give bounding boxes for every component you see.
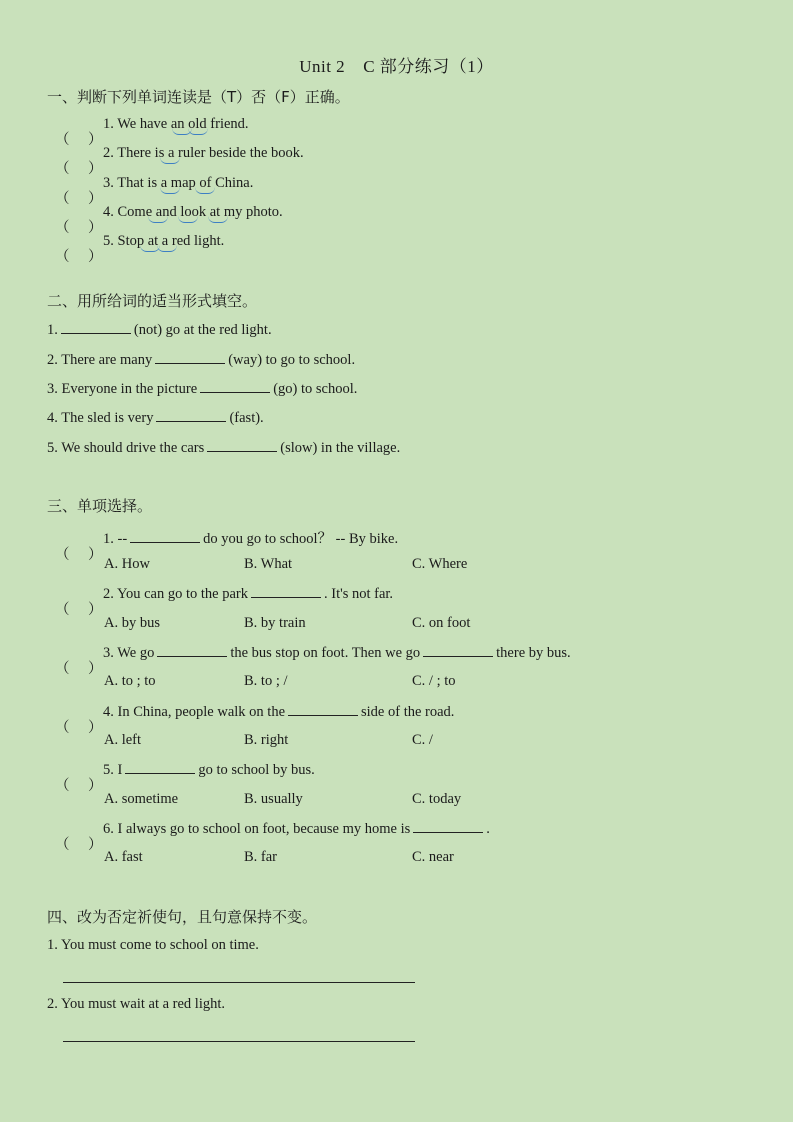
option-a[interactable]: A. by bus: [104, 615, 160, 631]
liaison-arc: [157, 245, 177, 252]
liaison-arc: [195, 187, 215, 194]
s1-item-text: 2. There is a ruler beside the book.: [103, 145, 304, 161]
liaison-arc: [160, 187, 180, 194]
s3-question-1: （ ） 1. -- do you go to school？ -- By bike.: [55, 531, 399, 563]
s1-item-text: 1. We have an old friend.: [103, 116, 249, 132]
title-part: C 部分练习（1）: [363, 57, 494, 76]
liaison-arc: [160, 157, 180, 164]
fill-blank[interactable]: [423, 644, 493, 657]
option-b[interactable]: B. far: [244, 849, 278, 865]
s2-item-1: 1. (not) go at the red light.: [47, 322, 272, 338]
answer-line[interactable]: [63, 982, 415, 983]
option-a[interactable]: A. How: [104, 556, 150, 572]
s1-item-4: （ ） 4. Come and look at my photo.: [55, 204, 283, 236]
s2-item-2: 2. There are many (way) to go to school.: [47, 352, 356, 368]
page-title: [0, 52, 793, 77]
option-b[interactable]: B. to ; /: [244, 673, 288, 689]
option-b[interactable]: B. What: [244, 556, 293, 572]
s3-question-5: （ ） 5. I go to school by bus.: [55, 762, 315, 794]
option-b[interactable]: B. by train: [244, 615, 306, 631]
fill-blank[interactable]: [413, 820, 483, 833]
s3-question-2: （ ） 2. You can go to the park . It's not far.: [55, 586, 394, 618]
s1-item-1: （ ） 1. We have an old friend.: [55, 116, 249, 148]
liaison-arc: [148, 216, 168, 223]
option-c[interactable]: C. today: [412, 791, 462, 807]
section1-heading: 一、判断下列单词连读是（T）否（F）正确。: [47, 88, 350, 106]
section2-heading: 二、用所给词的适当形式填空。: [47, 292, 258, 310]
option-c[interactable]: C. Where: [412, 556, 468, 572]
option-a[interactable]: A. sometime: [104, 791, 179, 807]
fill-blank[interactable]: [157, 644, 227, 657]
option-b[interactable]: B. usually: [244, 791, 303, 807]
option-a[interactable]: A. left: [104, 732, 142, 748]
fill-blank[interactable]: [125, 761, 195, 774]
s3-question-4: （ ） 4. In China, people walk on the side of the road.: [55, 704, 455, 736]
option-c[interactable]: C. / ; to: [412, 673, 456, 689]
fill-blank[interactable]: [207, 439, 277, 452]
fill-blank[interactable]: [156, 409, 226, 422]
s2-item-5: 5. We should drive the cars (slow) in the village.: [47, 440, 401, 456]
option-c[interactable]: C. on foot: [412, 615, 471, 631]
section3-heading: 三、单项选择。: [47, 497, 153, 515]
s3-question-3: （ ） 3. We go the bus stop on foot. Then we go there by bus.: [55, 645, 571, 677]
option-a[interactable]: A. to ; to: [104, 673, 156, 689]
s3-question-6: （ ） 6. I always go to school on foot, because my home is .: [55, 821, 490, 853]
s1-item-3: （ ） 3. That is a map of China.: [55, 175, 254, 207]
s1-item-text: 5. Stop at a red light.: [103, 233, 225, 249]
s2-item-3: 3. Everyone in the picture (go) to school.: [47, 381, 358, 397]
s1-item-5: （ ） 5. Stop at a red light.: [55, 233, 225, 265]
liaison-arc: [208, 216, 228, 223]
liaison-arc: [188, 128, 208, 135]
fill-blank[interactable]: [61, 321, 131, 334]
s1-item-text: 4. Come and look at my photo.: [103, 204, 283, 220]
s4-item-1: 1. You must come to school on time.: [47, 937, 259, 953]
option-b[interactable]: B. right: [244, 732, 289, 748]
option-c[interactable]: C. /: [412, 732, 433, 748]
fill-blank[interactable]: [251, 585, 321, 598]
s4-item-2: 2. You must wait at a red light.: [47, 996, 226, 1012]
liaison-arc: [178, 216, 198, 223]
s2-item-4: 4. The sled is very (fast).: [47, 410, 264, 426]
fill-blank[interactable]: [130, 530, 200, 543]
option-a[interactable]: A. fast: [104, 849, 143, 865]
answer-line[interactable]: [63, 1041, 415, 1042]
title-unit: Unit 2: [299, 57, 346, 76]
fill-blank[interactable]: [155, 351, 225, 364]
s1-item-text: 3. That is a map of China.: [103, 175, 254, 191]
fill-blank[interactable]: [200, 380, 270, 393]
fill-blank[interactable]: [288, 703, 358, 716]
section4-heading: 四、改为否定祈使句，且句意保持不变。: [47, 908, 318, 926]
s1-item-2: （ ） 2. There is a ruler beside the book.: [55, 145, 304, 177]
option-c[interactable]: C. near: [412, 849, 454, 865]
